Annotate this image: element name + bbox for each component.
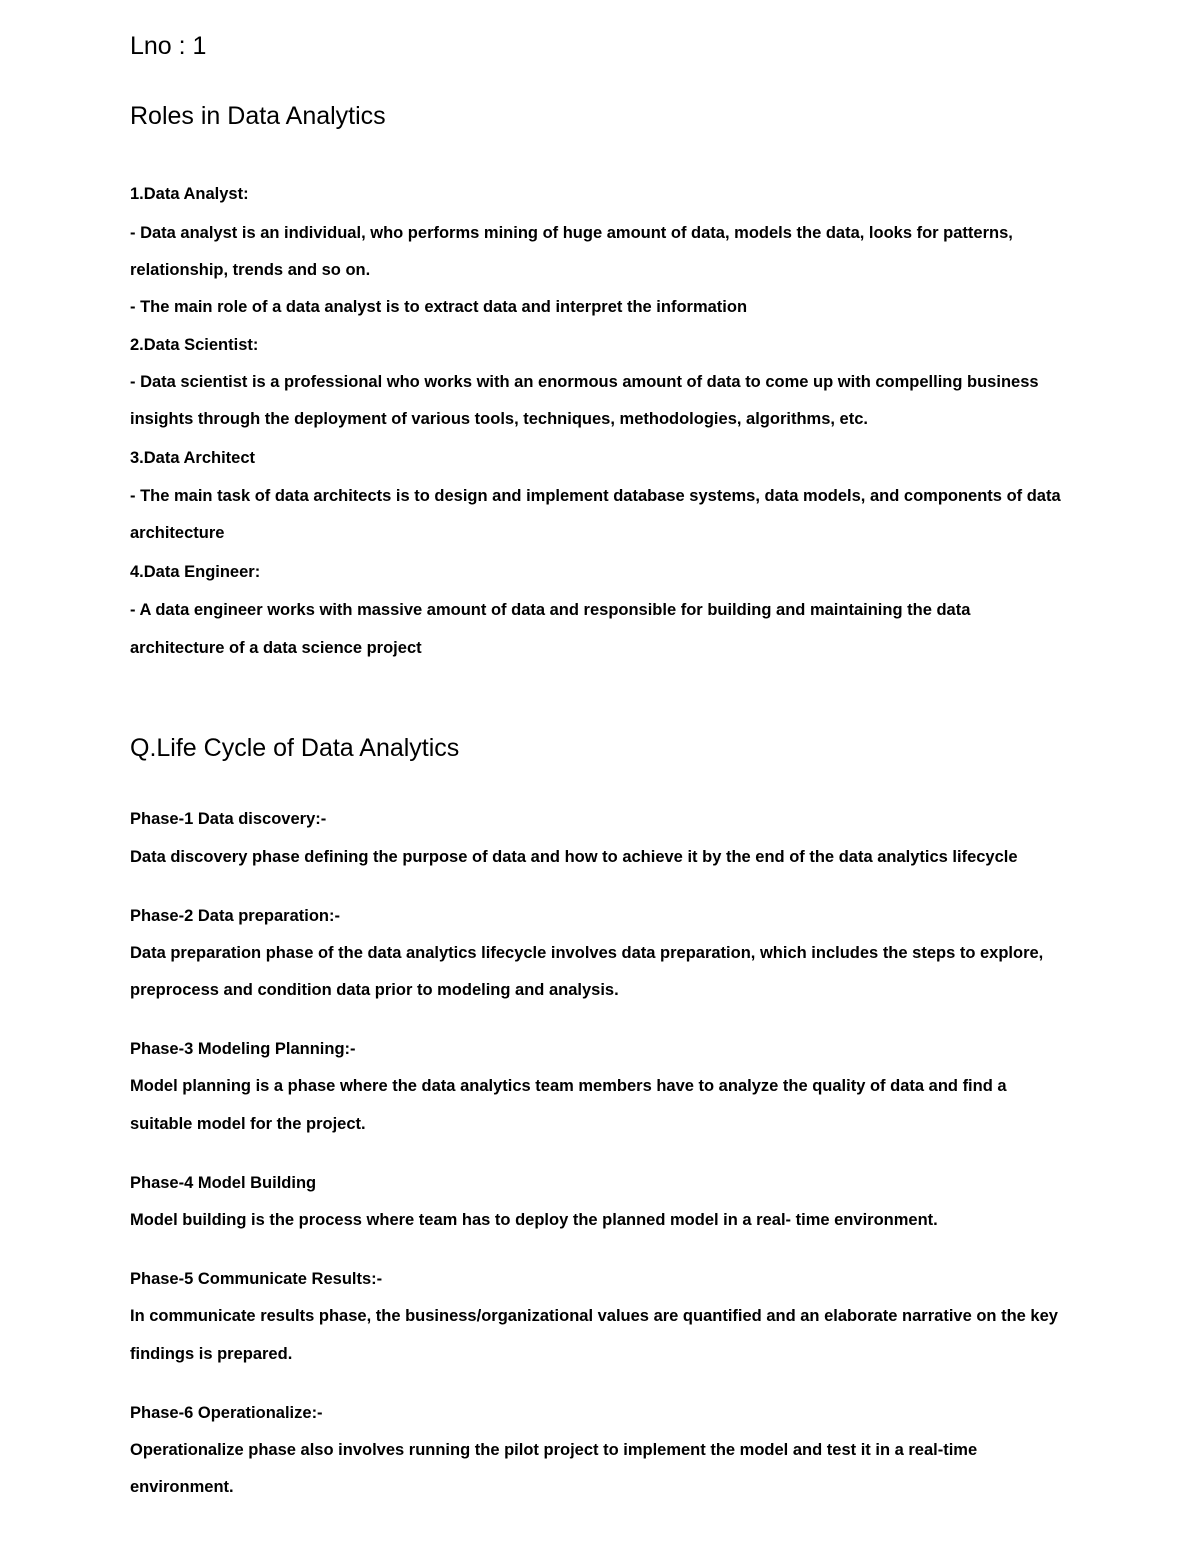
role-heading-data-scientist: 2.Data Scientist: bbox=[130, 336, 259, 354]
phase-text-line: environment. bbox=[130, 1478, 234, 1496]
role-text-line: architecture bbox=[130, 524, 225, 542]
lifecycle-title: Q.Life Cycle of Data Analytics bbox=[130, 734, 460, 762]
role-text-line: - The main role of a data analyst is to extract data and interpret the information bbox=[130, 298, 748, 316]
phase-text-line: Operationalize phase also involves running the pilot project to implement the model and test it in a real-time bbox=[130, 1441, 978, 1459]
phase-heading: Phase-4 Model Building bbox=[130, 1174, 317, 1192]
phase-text-line: Data discovery phase defining the purpose of data and how to achieve it by the end of the data analytics lifecycle bbox=[130, 848, 1018, 866]
phase-text-line: findings is prepared. bbox=[130, 1345, 293, 1363]
role-heading-data-engineer: 4.Data Engineer: bbox=[130, 563, 261, 581]
phase-text-line: Model planning is a phase where the data analytics team members have to analyze the quality of data and find a bbox=[130, 1077, 1007, 1095]
phase-heading: Phase-3 Modeling Planning:- bbox=[130, 1040, 356, 1058]
role-text-line: insights through the deployment of various tools, techniques, methodologies, algorithms, etc. bbox=[130, 410, 868, 428]
phase-text-line: In communicate results phase, the business/organizational values are quantified and an elaborate narrative on the key bbox=[130, 1307, 1058, 1325]
phase-text-line: Model building is the process where team has to deploy the planned model in a real- time environment. bbox=[130, 1211, 938, 1229]
role-text-line: - Data analyst is an individual, who performs mining of huge amount of data, models the data, looks for patterns, bbox=[130, 224, 1013, 242]
role-text-line: relationship, trends and so on. bbox=[130, 261, 371, 279]
phase-text-line: suitable model for the project. bbox=[130, 1115, 366, 1133]
role-text-line: - A data engineer works with massive amount of data and responsible for building and maintaining the data bbox=[130, 601, 971, 619]
role-text-line: - Data scientist is a professional who works with an enormous amount of data to come up with compelling business bbox=[130, 373, 1039, 391]
phase-heading: Phase-6 Operationalize:- bbox=[130, 1404, 323, 1422]
phase-heading: Phase-2 Data preparation:- bbox=[130, 907, 340, 925]
role-text-line: - The main task of data architects is to design and implement database systems, data models, and components of data bbox=[130, 487, 1061, 505]
role-heading-data-analyst: 1.Data Analyst: bbox=[130, 185, 249, 203]
role-text-line: architecture of a data science project bbox=[130, 639, 422, 657]
phase-text-line: Data preparation phase of the data analytics lifecycle involves data preparation, which includes the steps to explore, bbox=[130, 944, 1044, 962]
phase-heading: Phase-1 Data discovery:- bbox=[130, 810, 327, 828]
phase-text-line: preprocess and condition data prior to modeling and analysis. bbox=[130, 981, 619, 999]
role-heading-data-architect: 3.Data Architect bbox=[130, 449, 256, 467]
lno-label: Lno : 1 bbox=[130, 32, 207, 60]
phase-heading: Phase-5 Communicate Results:- bbox=[130, 1270, 383, 1288]
roles-title: Roles in Data Analytics bbox=[130, 102, 386, 130]
